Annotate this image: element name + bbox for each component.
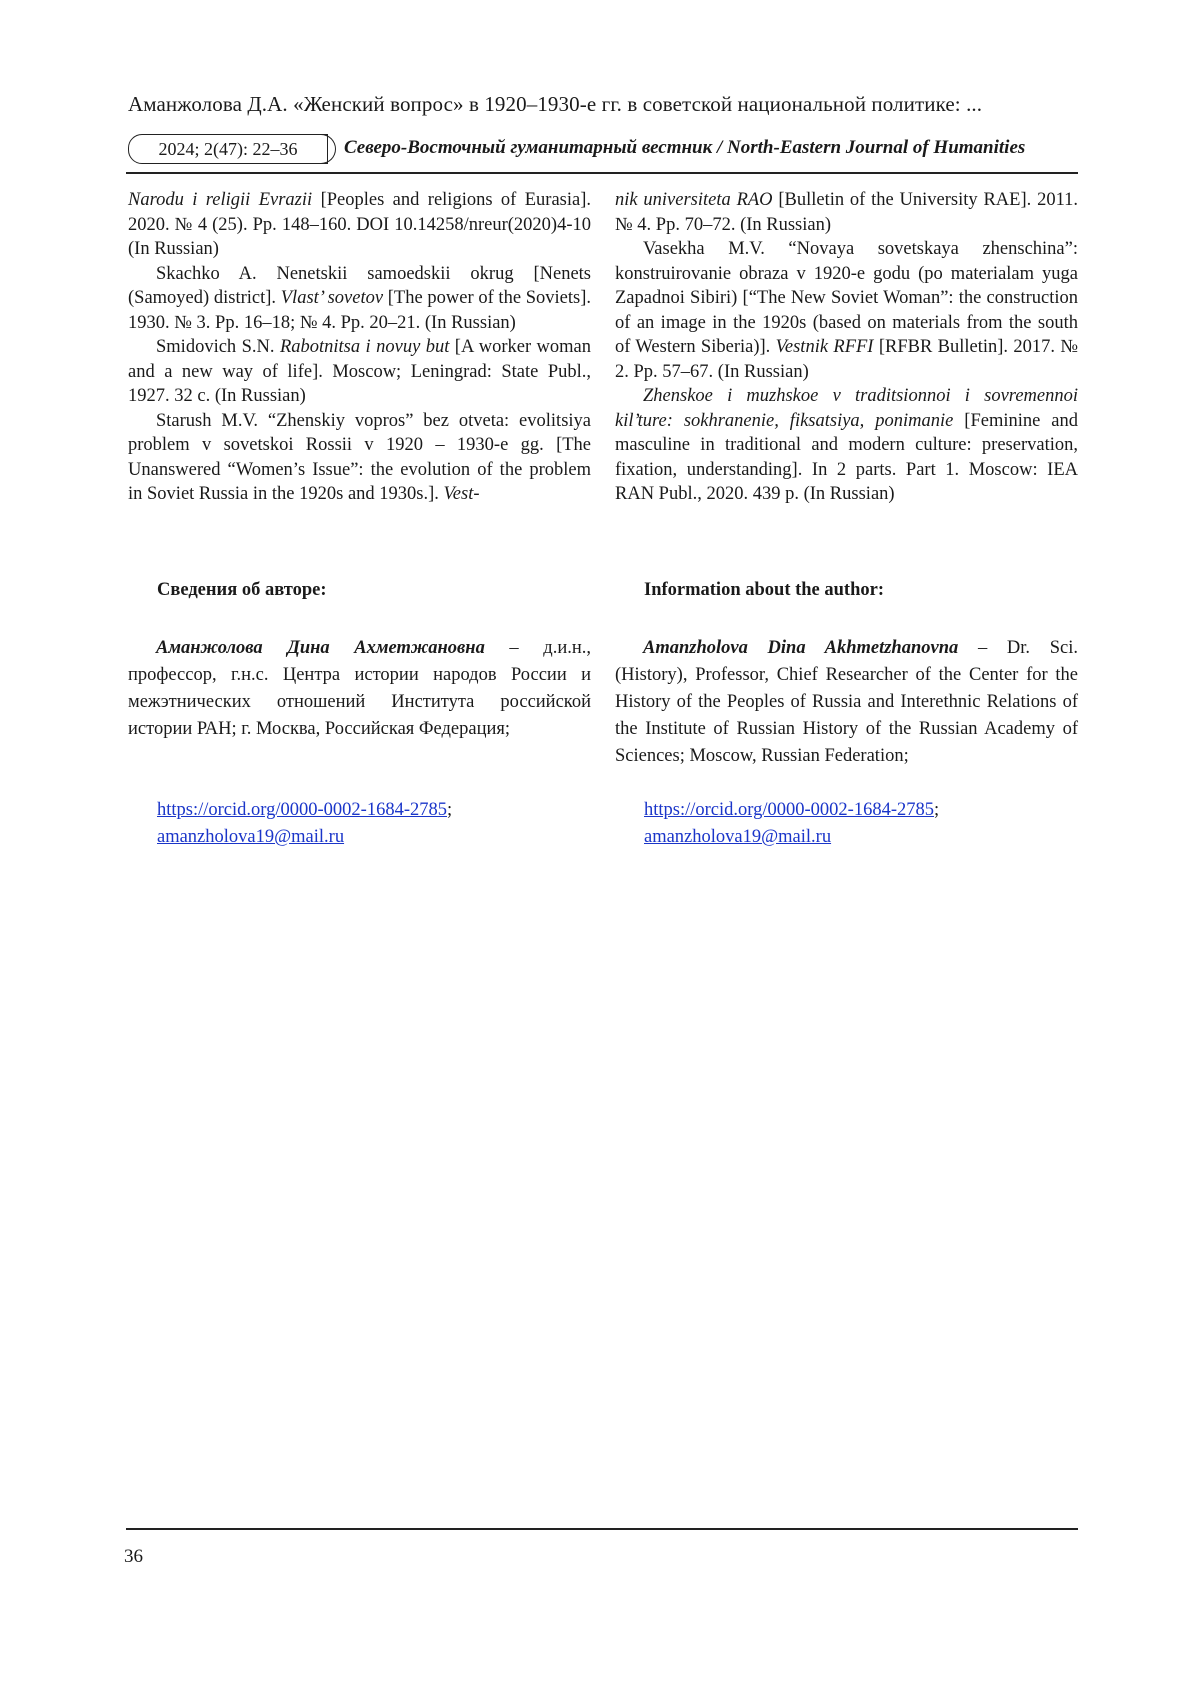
author-contacts-ru: https://orcid.org/0000-0002-1684-2785; amanzholova19@mail.ru [157, 800, 453, 847]
running-title: Аманжолова Д.А. «Женский вопрос» в 1920–1930-е гг. в советской национальной политике: ... [128, 92, 983, 116]
page-number: 36 [124, 1546, 143, 1567]
reference-item: Zhenskoe i muzhskoe v traditsionnoi i sovremennoi kil’ture: sokhranenie, fiksatsiya, ponimanie [Feminine and masculine in traditional and modern culture: preservation, fixation, understanding]. In 2 parts. Part 1. Moscow: IEA RAN Publ., 2020. 439 p. (In Russian) [615, 386, 1078, 504]
reference-item: Starush M.V. “Zhenskiy vopros” bez otveta: evolitsiya problem v sovetskoi Rossii v 1920 – 1930-e gg. [The Unanswered “Women’s Issue”: the evolution of the problem in Soviet Russia in the 1920s and 1930s.]. Vest- [128, 410, 591, 504]
reference-item: Skachko A. Nenetskii samoedskii okrug [Nenets (Samoyed) district]. Vlast’ sovetov [The power of the Soviets]. 1930. № 3. Pp. 16–18; № 4. Pp. 20–21. (In Russian) [128, 263, 591, 333]
orcid-link[interactable]: https://orcid.org/0000-0002-1684-2785 [644, 800, 934, 820]
issue-badge: 2024; 2(47): 22–36 [128, 134, 328, 164]
author-bio-en: Amanzholova Dina Akhmetzhanovna – Dr. Sci. (History), Professor, Chief Researcher of the Center for the History of the Peoples of Russia and Interethnic Relations of the Institute of Russian History of the Russian Academy of Sciences; Moscow, Russian Federation; [615, 638, 1079, 766]
orcid-link[interactable]: https://orcid.org/0000-0002-1684-2785 [157, 800, 447, 820]
header-divider [126, 172, 1078, 174]
journal-title: Северо-Восточный гуманитарный вестник / North-Eastern Journal of Humanities [344, 137, 1026, 158]
author-bio-ru: Аманжолова Дина Ахметжановна – д.и.н., профессор, г.н.с. Центра истории народов России и межэтнических отношений Института российской истории РАН; г. Москва, Российская Федерация; [128, 638, 592, 739]
author-name: Аманжолова Дина Ахметжановна [156, 638, 485, 658]
email-link[interactable]: amanzholova19@mail.ru [644, 827, 832, 847]
author-heading-ru: Сведения об авторе: [157, 580, 327, 600]
references-left-column [128, 188, 591, 507]
reference-item: Vasekha M.V. “Novaya sovetskaya zhenschina”: konstruirovanie obraza v 1920-e godu (po materialam yuga Zapadnoi Sibiri) [“The New Soviet Woman”: the construction of an image in the 1920s (based on materials from the south of Western Siberia)]. Vestnik RFFI [RFBR Bulletin]. 2017. № 2. Pp. 57–67. (In Russian) [615, 239, 1079, 382]
issue-row [128, 134, 1078, 166]
references-right-column [615, 188, 1078, 507]
author-heading-en: Information about the author: [644, 580, 884, 600]
author-contacts-en: https://orcid.org/0000-0002-1684-2785; amanzholova19@mail.ru [644, 800, 940, 847]
reference-item: Smidovich S.N. Rabotnitsa i novuy but [A worker woman and a new way of life]. Moscow; Leningrad: State Publ., 1927. 32 c. (In Russian) [128, 337, 592, 406]
footer-divider [126, 1528, 1078, 1530]
reference-item: nik universiteta RAO [Bulletin of the University RAE]. 2011. № 4. Pp. 70–72. (In Russian) [615, 190, 1079, 235]
reference-item: Narodu i religii Evrazii [Peoples and religions of Eurasia]. 2020. № 4 (25). Pp. 148–160. DOI 10.14258/nreur(2020)4-10 (In Russian) [128, 190, 591, 259]
email-link[interactable]: amanzholova19@mail.ru [157, 827, 345, 847]
author-name: Amanzholova Dina Akhmetzhanovna [643, 638, 959, 658]
